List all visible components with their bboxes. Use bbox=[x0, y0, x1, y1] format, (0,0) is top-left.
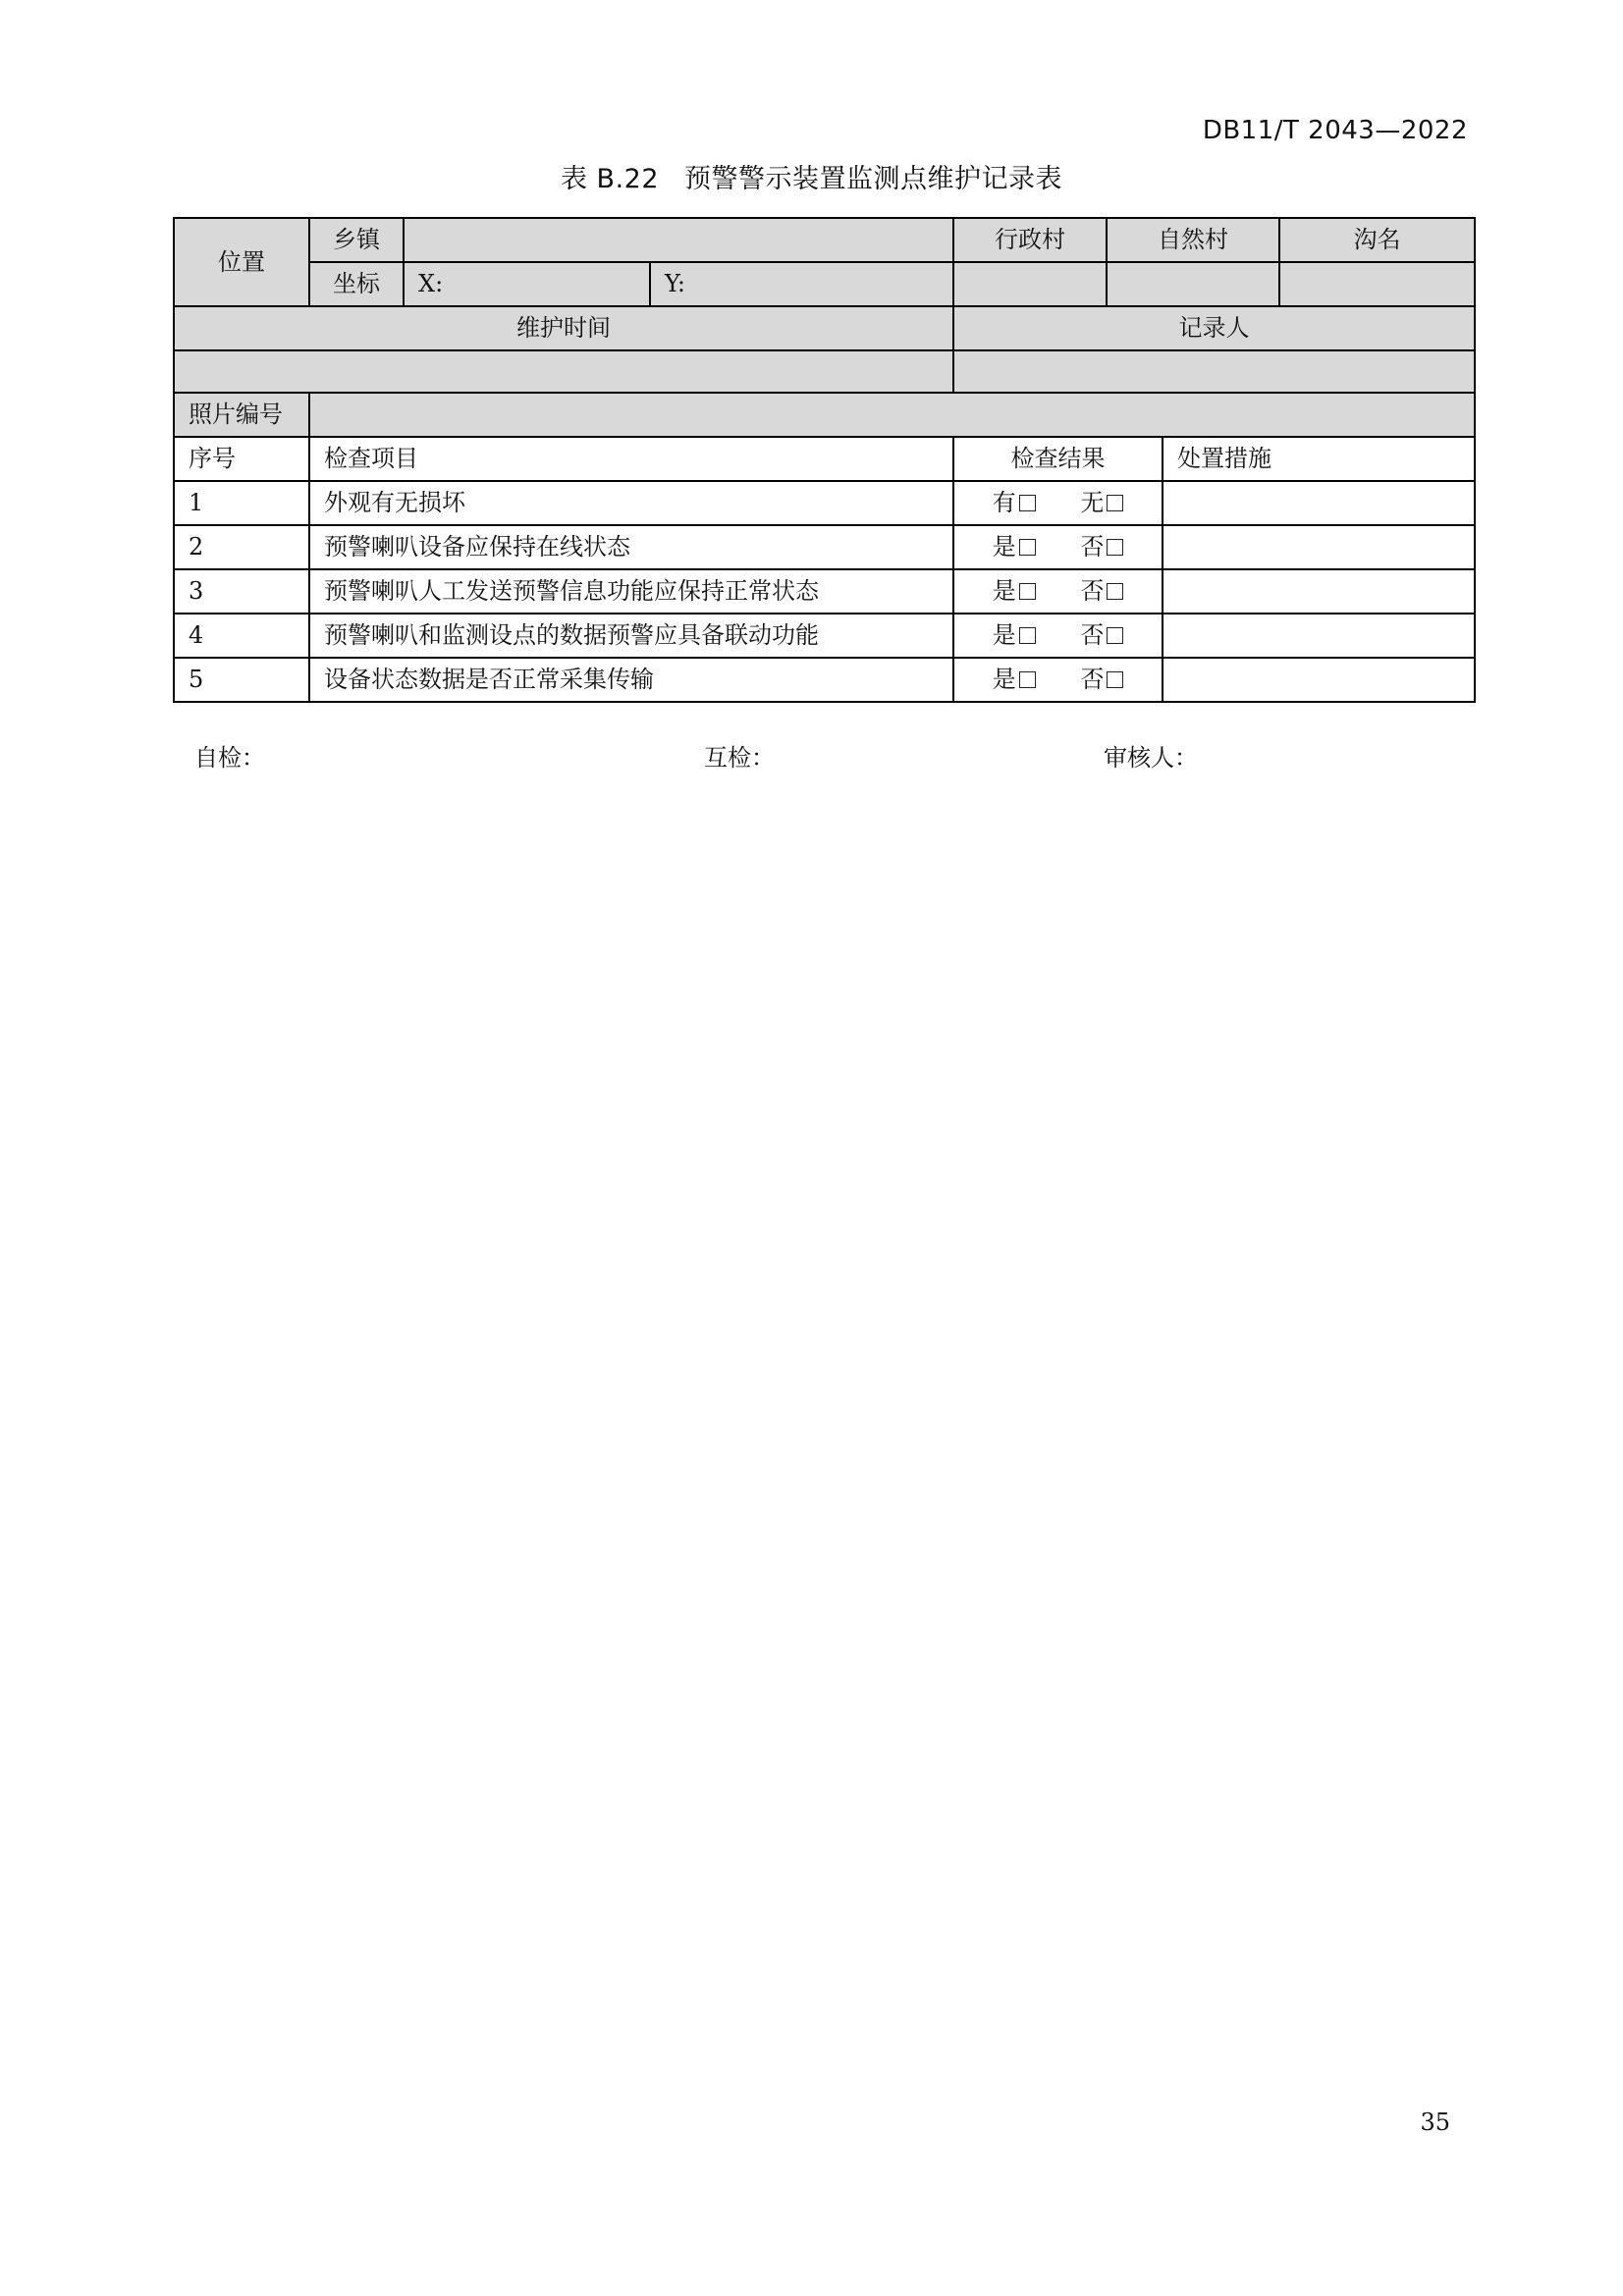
checkbox-icon[interactable] bbox=[1107, 671, 1123, 688]
location-row-2 bbox=[174, 262, 1475, 306]
check-item: 预警喇叭设备应保持在线状态 bbox=[309, 525, 953, 569]
reviewer-signature: 审核人： bbox=[1104, 744, 1198, 772]
checkbox-icon[interactable] bbox=[1107, 539, 1123, 556]
check-row bbox=[174, 614, 1475, 658]
measure-header: 处置措施 bbox=[1163, 437, 1475, 481]
administrative-village-label: 行政村 bbox=[953, 218, 1107, 262]
check-result bbox=[953, 614, 1163, 658]
check-index: 3 bbox=[174, 569, 309, 614]
check-measure[interactable] bbox=[1163, 658, 1475, 702]
check-result bbox=[953, 658, 1163, 702]
gully-name-value[interactable] bbox=[1279, 262, 1475, 306]
maintenance-header-row bbox=[174, 306, 1475, 350]
x-coordinate-field[interactable] bbox=[404, 262, 650, 306]
self-check-signature: 自检： bbox=[194, 744, 265, 772]
checkbox-icon[interactable] bbox=[1019, 495, 1036, 511]
natural-village-value[interactable] bbox=[1107, 262, 1279, 306]
maintenance-value-row bbox=[174, 350, 1475, 393]
checkbox-icon[interactable] bbox=[1107, 583, 1123, 600]
check-item: 设备状态数据是否正常采集传输 bbox=[309, 658, 953, 702]
y-coordinate-field[interactable] bbox=[650, 262, 953, 306]
option-yes-label: 是 bbox=[992, 621, 1016, 649]
index-header: 序号 bbox=[174, 437, 309, 481]
maintenance-time-label: 维护时间 bbox=[174, 306, 953, 350]
check-result bbox=[953, 525, 1163, 569]
check-index: 2 bbox=[174, 525, 309, 569]
check-result bbox=[953, 481, 1163, 525]
mutual-check-signature: 互检： bbox=[704, 744, 775, 772]
photo-number-label: 照片编号 bbox=[174, 393, 309, 437]
option-no-label: 否 bbox=[1080, 577, 1105, 605]
check-measure[interactable] bbox=[1163, 614, 1475, 658]
check-item: 外观有无损坏 bbox=[309, 481, 953, 525]
check-row bbox=[174, 525, 1475, 569]
gully-name-label: 沟名 bbox=[1279, 218, 1475, 262]
option-no-label: 无 bbox=[1080, 489, 1105, 516]
checkbox-icon[interactable] bbox=[1019, 627, 1036, 644]
x-label: X: bbox=[418, 270, 444, 297]
checkbox-icon[interactable] bbox=[1107, 627, 1123, 644]
option-yes-label: 有 bbox=[992, 489, 1016, 516]
location-label: 位置 bbox=[174, 218, 309, 306]
checkbox-icon[interactable] bbox=[1019, 539, 1036, 556]
check-measure[interactable] bbox=[1163, 481, 1475, 525]
option-yes-label: 是 bbox=[992, 666, 1016, 693]
coordinate-label: 坐标 bbox=[309, 262, 404, 306]
check-header-row bbox=[174, 437, 1475, 481]
result-header: 检查结果 bbox=[953, 437, 1163, 481]
maintenance-record-table bbox=[173, 217, 1476, 703]
checkbox-icon[interactable] bbox=[1019, 583, 1036, 600]
check-index: 1 bbox=[174, 481, 309, 525]
photo-row bbox=[174, 393, 1475, 437]
check-measure[interactable] bbox=[1163, 525, 1475, 569]
recorder-label: 记录人 bbox=[953, 306, 1475, 350]
photo-number-value[interactable] bbox=[309, 393, 1475, 437]
check-item: 预警喇叭和监测设点的数据预警应具备联动功能 bbox=[309, 614, 953, 658]
township-value[interactable] bbox=[404, 218, 953, 262]
option-no-label: 否 bbox=[1080, 666, 1105, 693]
administrative-village-value[interactable] bbox=[953, 262, 1107, 306]
location-row-1 bbox=[174, 218, 1475, 262]
option-yes-label: 是 bbox=[992, 577, 1016, 605]
table-title-text: 预警警示装置监测点维护记录表 bbox=[684, 164, 1063, 194]
item-header: 检查项目 bbox=[309, 437, 953, 481]
check-row bbox=[174, 658, 1475, 702]
check-result bbox=[953, 569, 1163, 614]
option-no-label: 否 bbox=[1080, 533, 1105, 561]
checkbox-icon[interactable] bbox=[1019, 671, 1036, 688]
township-label: 乡镇 bbox=[309, 218, 404, 262]
natural-village-label: 自然村 bbox=[1107, 218, 1279, 262]
check-index: 5 bbox=[174, 658, 309, 702]
standard-code: DB11/T 2043—2022 bbox=[1202, 116, 1468, 145]
check-item: 预警喇叭人工发送预警信息功能应保持正常状态 bbox=[309, 569, 953, 614]
option-no-label: 否 bbox=[1080, 621, 1105, 649]
checkbox-icon[interactable] bbox=[1107, 495, 1123, 511]
option-yes-label: 是 bbox=[992, 533, 1016, 561]
maintenance-time-value[interactable] bbox=[174, 350, 953, 393]
table-title bbox=[0, 157, 1623, 195]
check-index: 4 bbox=[174, 614, 309, 658]
check-measure[interactable] bbox=[1163, 569, 1475, 614]
y-label: Y: bbox=[665, 270, 685, 297]
check-row bbox=[174, 481, 1475, 525]
table-number: 表 B.22 bbox=[560, 164, 660, 194]
page-number: 35 bbox=[1420, 2109, 1450, 2136]
check-row bbox=[174, 569, 1475, 614]
recorder-value[interactable] bbox=[953, 350, 1475, 393]
